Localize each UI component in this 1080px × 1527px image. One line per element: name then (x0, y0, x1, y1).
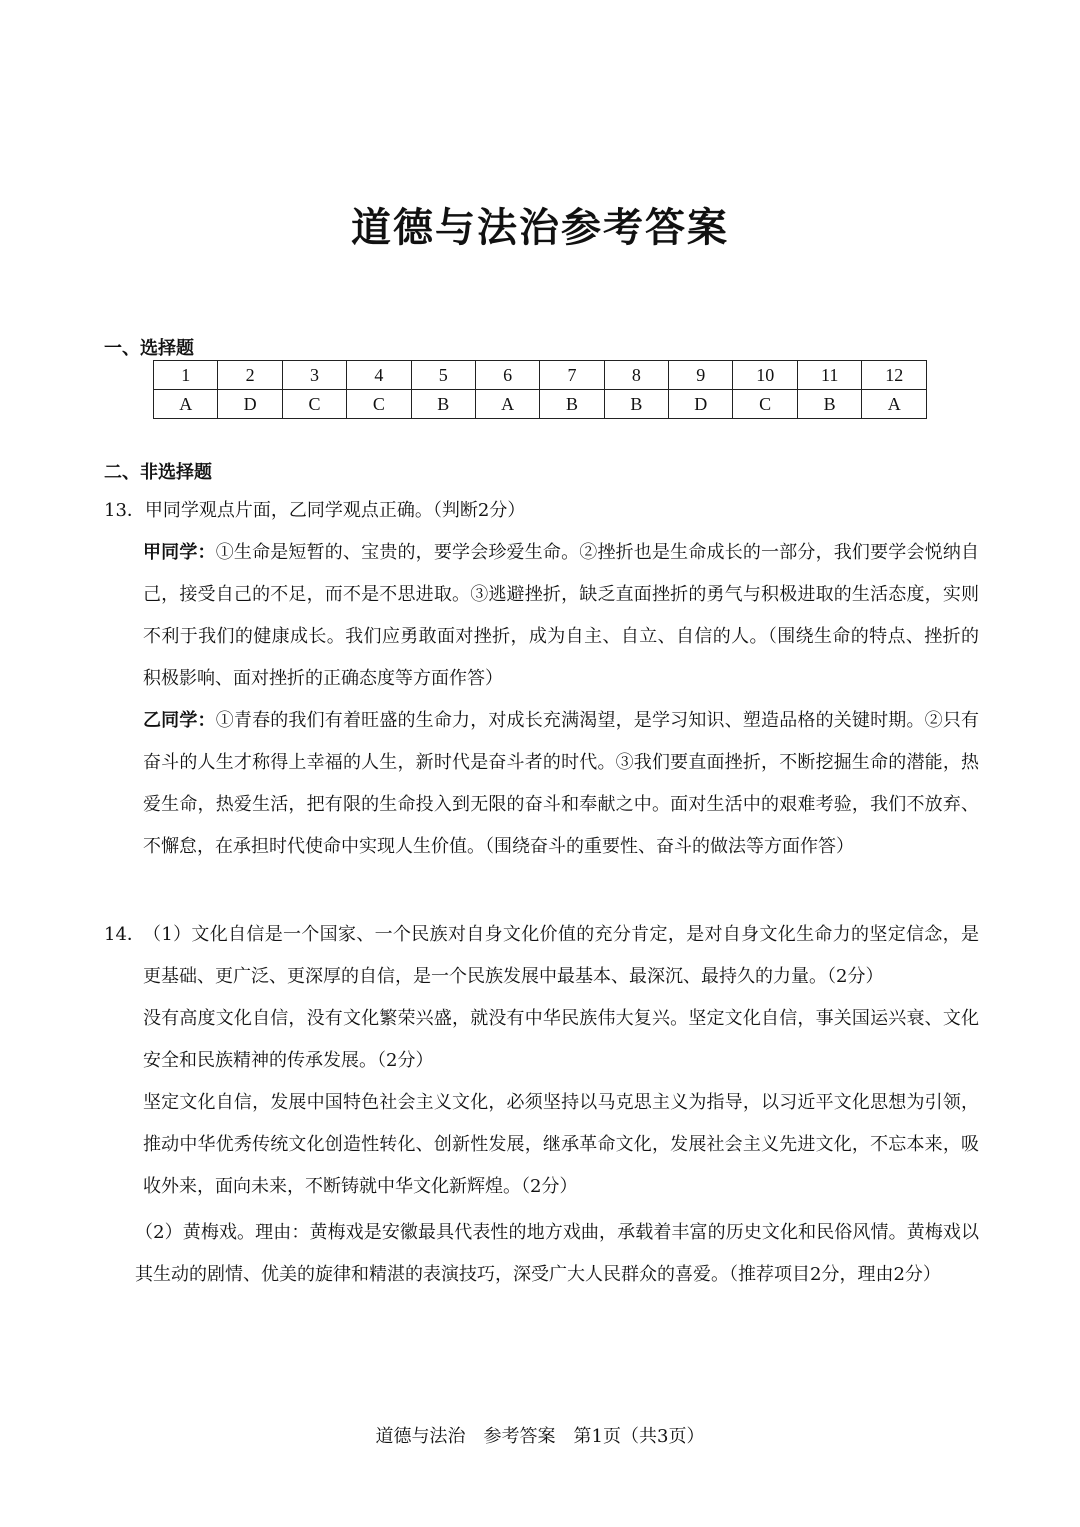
q14-paragraph-2: 没有高度文化自信，没有文化繁荣兴盛，就没有中华民族伟大复兴。坚定文化自信，事关国运兴衰、文化安全和民族精神的传承发展。（2分） (143, 1008, 979, 1071)
q13-jia-label: 甲同学： (143, 542, 216, 563)
question-number-cell: 4 (347, 361, 411, 390)
q14-part1-paragraph: （1）文化自信是一个国家、一个民族对自身文化价值的充分肯定，是对自身文化生命力的坚定信念，是更基础、更广泛、更深厚的自信，是一个民族发展中最基本、最深沉、最持久的力量。（2分） (143, 924, 979, 987)
q13-jia-text: ①生命是短暂的、宝贵的，要学会珍爱生命。②挫折也是生命成长的一部分，我们要学会悦纳自己，接受自己的不足，而不是不思进取。③逃避挫折，缺乏直面挫折的勇气与积极进取的生活态度，实则不利于我们的健康成长。我们应勇敢面对挫折，成为自主、自立、自信的人。（围绕生命的特点、挫折的积极影响、面对挫折的正确态度等方面作答） (143, 542, 980, 689)
answer-cell: C (733, 390, 798, 419)
question-number-cell: 12 (862, 361, 927, 390)
q14-part2-paragraph: （2）黄梅戏。理由：黄梅戏是安徽最具代表性的地方戏曲，承载着丰富的历史文化和民俗风情。黄梅戏以其生动的剧情、优美的旋律和精湛的表演技巧，深受广大人民群众的喜爱。（推荐项目2分，理由2分） (135, 1222, 979, 1285)
answer-cell: D (218, 390, 282, 419)
question-number-cell: 11 (797, 361, 861, 390)
question-number-cell: 1 (154, 361, 218, 390)
q13-yi-paragraph (143, 700, 979, 868)
q14-number: 14． (104, 924, 145, 945)
question-number-cell: 6 (475, 361, 539, 390)
section-heading-multiple-choice: 一、选择题 (104, 338, 194, 359)
q14-paragraph-3: 坚定文化自信，发展中国特色社会主义文化，必须坚持以马克思主义为指导，以习近平文化思想为引领，推动中华优秀传统文化创造性转化、创新性发展，继承革命文化，发展社会主义先进文化，不忘本来，吸收外来，面向未来，不断铸就中华文化新辉煌。（2分） (143, 1092, 979, 1197)
answer-cell: A (862, 390, 927, 419)
q13-yi-text: ①青春的我们有着旺盛的生命力，对成长充满渴望，是学习知识、塑造品格的关键时期。②只有奋斗的人生才称得上幸福的人生，新时代是奋斗者的时代。③我们要直面挫折，不断挖掘生命的潜能，热爱生命，热爱生活，把有限的生命投入到无限的奋斗和奉献之中。面对生活中的艰难考验，我们不放弃、不懈怠，在承担时代使命中实现人生价值。（围绕奋斗的重要性、奋斗的做法等方面作答） (143, 710, 980, 857)
q13-intro: 13．甲同学观点片面，乙同学观点正确。（判断2分） (104, 500, 526, 521)
answer-cell: B (797, 390, 861, 419)
answer-cell: B (604, 390, 668, 419)
answer-table (153, 360, 927, 419)
question-number-cell: 3 (282, 361, 346, 390)
answer-cell: B (411, 390, 475, 419)
question-number-row (154, 361, 927, 390)
question-number-cell: 2 (218, 361, 282, 390)
q13-jia-paragraph (143, 532, 979, 700)
answer-cell: C (347, 390, 411, 419)
answer-cell: A (154, 390, 218, 419)
question-number-cell: 5 (411, 361, 475, 390)
question-number-cell: 7 (540, 361, 604, 390)
answer-cell: D (669, 390, 733, 419)
question-number-cell: 8 (604, 361, 668, 390)
page-title: 道德与法治参考答案 (351, 204, 729, 251)
answer-cell: C (282, 390, 346, 419)
answer-cell: A (475, 390, 539, 419)
question-number-cell: 10 (733, 361, 798, 390)
section-heading-non-choice: 二、非选择题 (104, 462, 212, 483)
answer-row (154, 390, 927, 419)
answer-cell: B (540, 390, 604, 419)
q13-yi-label: 乙同学： (143, 710, 216, 731)
page-footer: 道德与法治 参考答案 第1页（共3页） (375, 1426, 705, 1447)
question-number-cell: 9 (669, 361, 733, 390)
